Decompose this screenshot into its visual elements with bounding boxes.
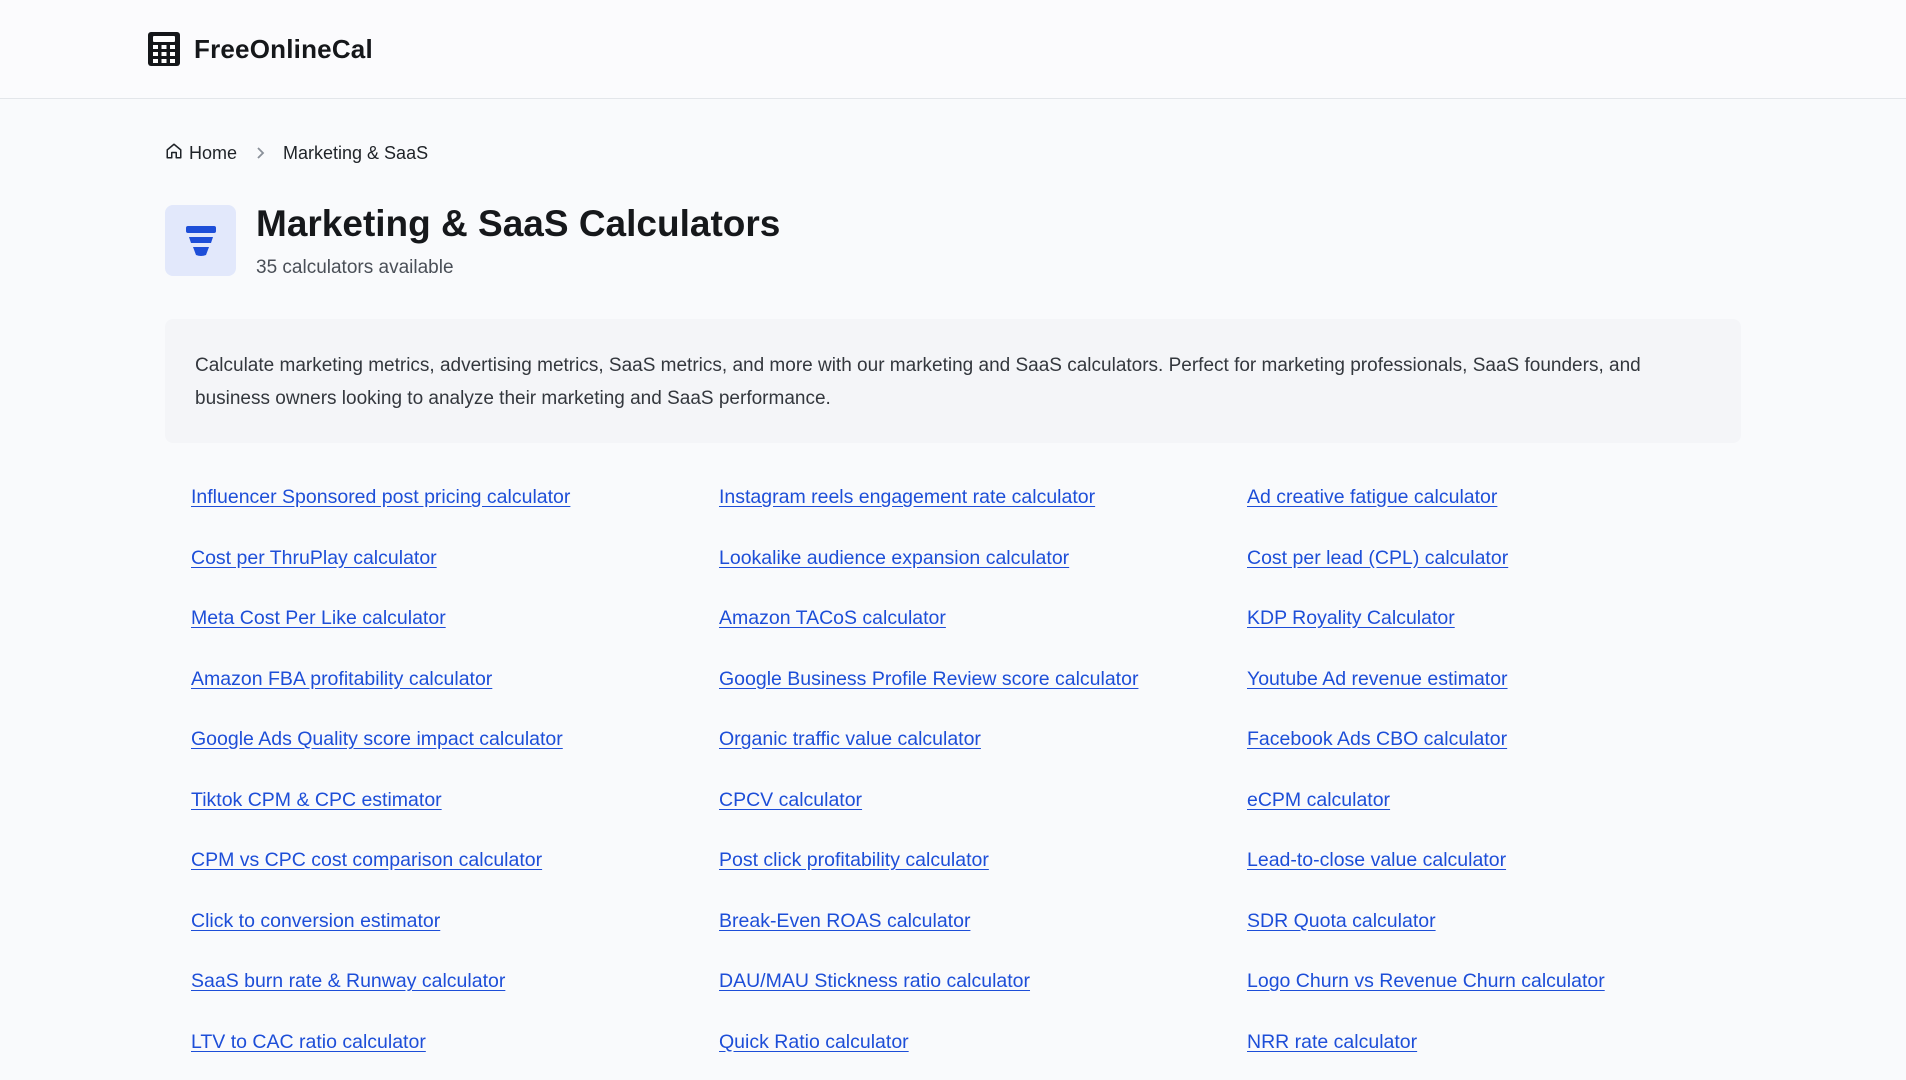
calculator-link[interactable]: Meta Cost Per Like calculator <box>191 607 446 629</box>
chevron-right-icon <box>255 146 265 160</box>
breadcrumb <box>165 141 1741 165</box>
calculator-list-item <box>1247 907 1747 968</box>
calculator-list-item <box>1247 846 1747 907</box>
calculator-list-item <box>719 604 1247 665</box>
calculator-link[interactable]: Cost per lead (CPL) calculator <box>1247 546 1509 569</box>
calculator-list-item <box>191 483 719 544</box>
calculator-list-item <box>719 967 1247 1028</box>
calculator-list-item <box>191 907 719 968</box>
category-description: Calculate marketing metrics, advertising metrics, SaaS metrics, and more with our marketing and SaaS calculators. Perfect for marketing professionals, SaaS founders, and business owners looking to analyze their marketing and SaaS performance. <box>165 319 1741 443</box>
category-header <box>165 201 1741 279</box>
calculator-link[interactable]: NRR rate calculator <box>1247 1030 1418 1053</box>
calculator-link[interactable]: Google Business Profile Review score calculator <box>719 667 1139 690</box>
calculator-link[interactable]: Post click profitability calculator <box>719 849 989 871</box>
calculator-link[interactable]: Influencer Sponsored post pricing calculator <box>191 486 571 508</box>
calculator-link[interactable]: Click to conversion estimator <box>191 909 441 932</box>
calculator-list-item <box>1247 967 1747 1028</box>
calculator-link[interactable]: CPCV calculator <box>719 788 863 811</box>
calculator-link[interactable]: DAU/MAU Stickness ratio calculator <box>719 970 1031 992</box>
calculator-list-item <box>1247 483 1747 544</box>
brand-logo-link[interactable] <box>148 32 373 66</box>
calculator-list-item <box>1247 604 1747 665</box>
calculator-list-item <box>191 967 719 1028</box>
calculator-list-item <box>719 725 1247 786</box>
calculator-link[interactable]: Amazon FBA profitability calculator <box>191 667 493 690</box>
calculator-list-item <box>1247 786 1747 847</box>
calculator-link[interactable]: Organic traffic value calculator <box>719 728 981 750</box>
calculator-link[interactable]: Logo Churn vs Revenue Churn calculator <box>1247 970 1605 992</box>
calculator-list-item <box>719 544 1247 605</box>
calculator-link[interactable]: Cost per ThruPlay calculator <box>191 546 437 569</box>
calculator-count: 35 calculators available <box>256 257 454 278</box>
calculator-link[interactable]: Lead-to-close value calculator <box>1247 849 1507 871</box>
calculator-link[interactable]: Quick Ratio calculator <box>719 1030 909 1053</box>
funnel-icon <box>165 205 236 276</box>
calculator-link[interactable]: Instagram reels engagement rate calculator <box>719 486 1096 508</box>
top-nav-bar <box>0 0 1906 99</box>
calculator-link[interactable]: SDR Quota calculator <box>1247 909 1436 932</box>
calculator-list-item <box>1247 725 1747 786</box>
calculator-list-item <box>191 846 719 907</box>
calculator-link[interactable]: Amazon TACoS calculator <box>719 607 946 629</box>
calculator-list-item <box>191 544 719 605</box>
calculator-list-item <box>191 665 719 726</box>
breadcrumb-home-link[interactable] <box>165 142 237 165</box>
calculator-list-item <box>1247 544 1747 605</box>
calculator-list-item <box>719 786 1247 847</box>
calculator-list-item <box>719 665 1247 726</box>
calculator-list-item <box>191 1028 719 1080</box>
calculator-list-item <box>1247 665 1747 726</box>
calculator-list-item <box>1247 1028 1747 1080</box>
calculator-list-item <box>719 846 1247 907</box>
breadcrumb-current: Marketing & SaaS <box>283 142 429 163</box>
home-icon <box>165 142 183 165</box>
calculator-list-item <box>191 604 719 665</box>
calculator-list-item <box>719 907 1247 968</box>
calculator-link[interactable]: eCPM calculator <box>1247 788 1391 811</box>
calculator-list-item <box>719 1028 1247 1080</box>
page-title: Marketing & SaaS Calculators <box>256 203 781 244</box>
calculator-list-item <box>719 483 1247 544</box>
calculator-link[interactable]: Google Ads Quality score impact calculator <box>191 728 563 750</box>
calculator-icon <box>148 32 180 66</box>
calculator-link[interactable]: Break-Even ROAS calculator <box>719 909 971 932</box>
calculator-link[interactable]: Tiktok CPM & CPC estimator <box>191 788 442 811</box>
calculator-link[interactable]: SaaS burn rate & Runway calculator <box>191 970 506 992</box>
calculator-list-item <box>191 725 719 786</box>
calculator-link[interactable]: Ad creative fatigue calculator <box>1247 486 1498 508</box>
calculator-link[interactable]: Facebook Ads CBO calculator <box>1247 728 1508 750</box>
main-content <box>0 141 1906 1080</box>
calculator-link[interactable]: CPM vs CPC cost comparison calculator <box>191 849 543 871</box>
calculator-link[interactable]: LTV to CAC ratio calculator <box>191 1030 426 1053</box>
brand-name: FreeOnlineCal <box>194 33 373 64</box>
calculator-link[interactable]: KDP Royality Calculator <box>1247 607 1455 629</box>
calculator-link-grid <box>165 483 1741 1080</box>
calculator-link[interactable]: Youtube Ad revenue estimator <box>1247 667 1508 690</box>
breadcrumb-home-label: Home <box>189 142 238 163</box>
calculator-list-item <box>191 786 719 847</box>
calculator-link[interactable]: Lookalike audience expansion calculator <box>719 546 1070 569</box>
